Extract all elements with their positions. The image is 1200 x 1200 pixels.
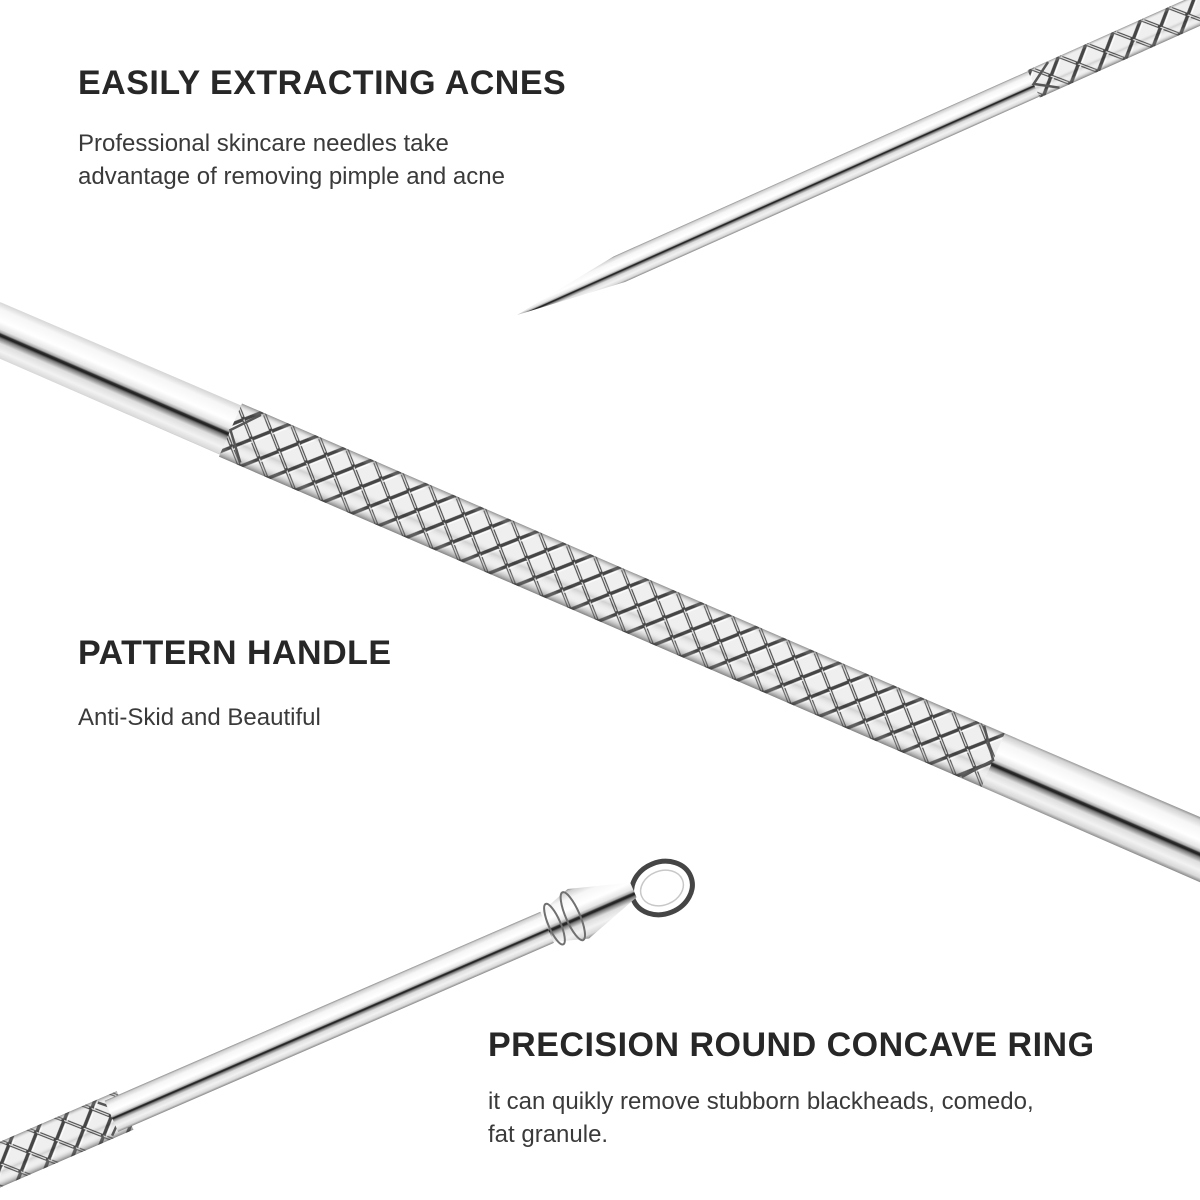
feature-heading: PATTERN HANDLE <box>78 634 392 672</box>
callout-precision-round-concave-ring <box>488 1026 1095 1151</box>
feature-description: Professional skincare needles take advantage of removing pimple and acne <box>78 130 505 191</box>
feature-heading: PRECISION ROUND CONCAVE RING <box>488 1026 1095 1064</box>
callout-easily-extracting-acnes <box>78 64 567 193</box>
feature-description: it can quikly remove stubborn blackheads, comedo, fat granule. <box>488 1088 1034 1149</box>
callout-pattern-handle <box>78 634 498 734</box>
feature-heading: EASILY EXTRACTING ACNES <box>78 64 567 102</box>
round-concave-ring <box>624 852 701 923</box>
knurled-pattern-handle <box>0 298 1200 885</box>
needle-tip-tool <box>511 0 1200 329</box>
feature-description: Anti-Skid and Beautiful <box>78 704 321 732</box>
